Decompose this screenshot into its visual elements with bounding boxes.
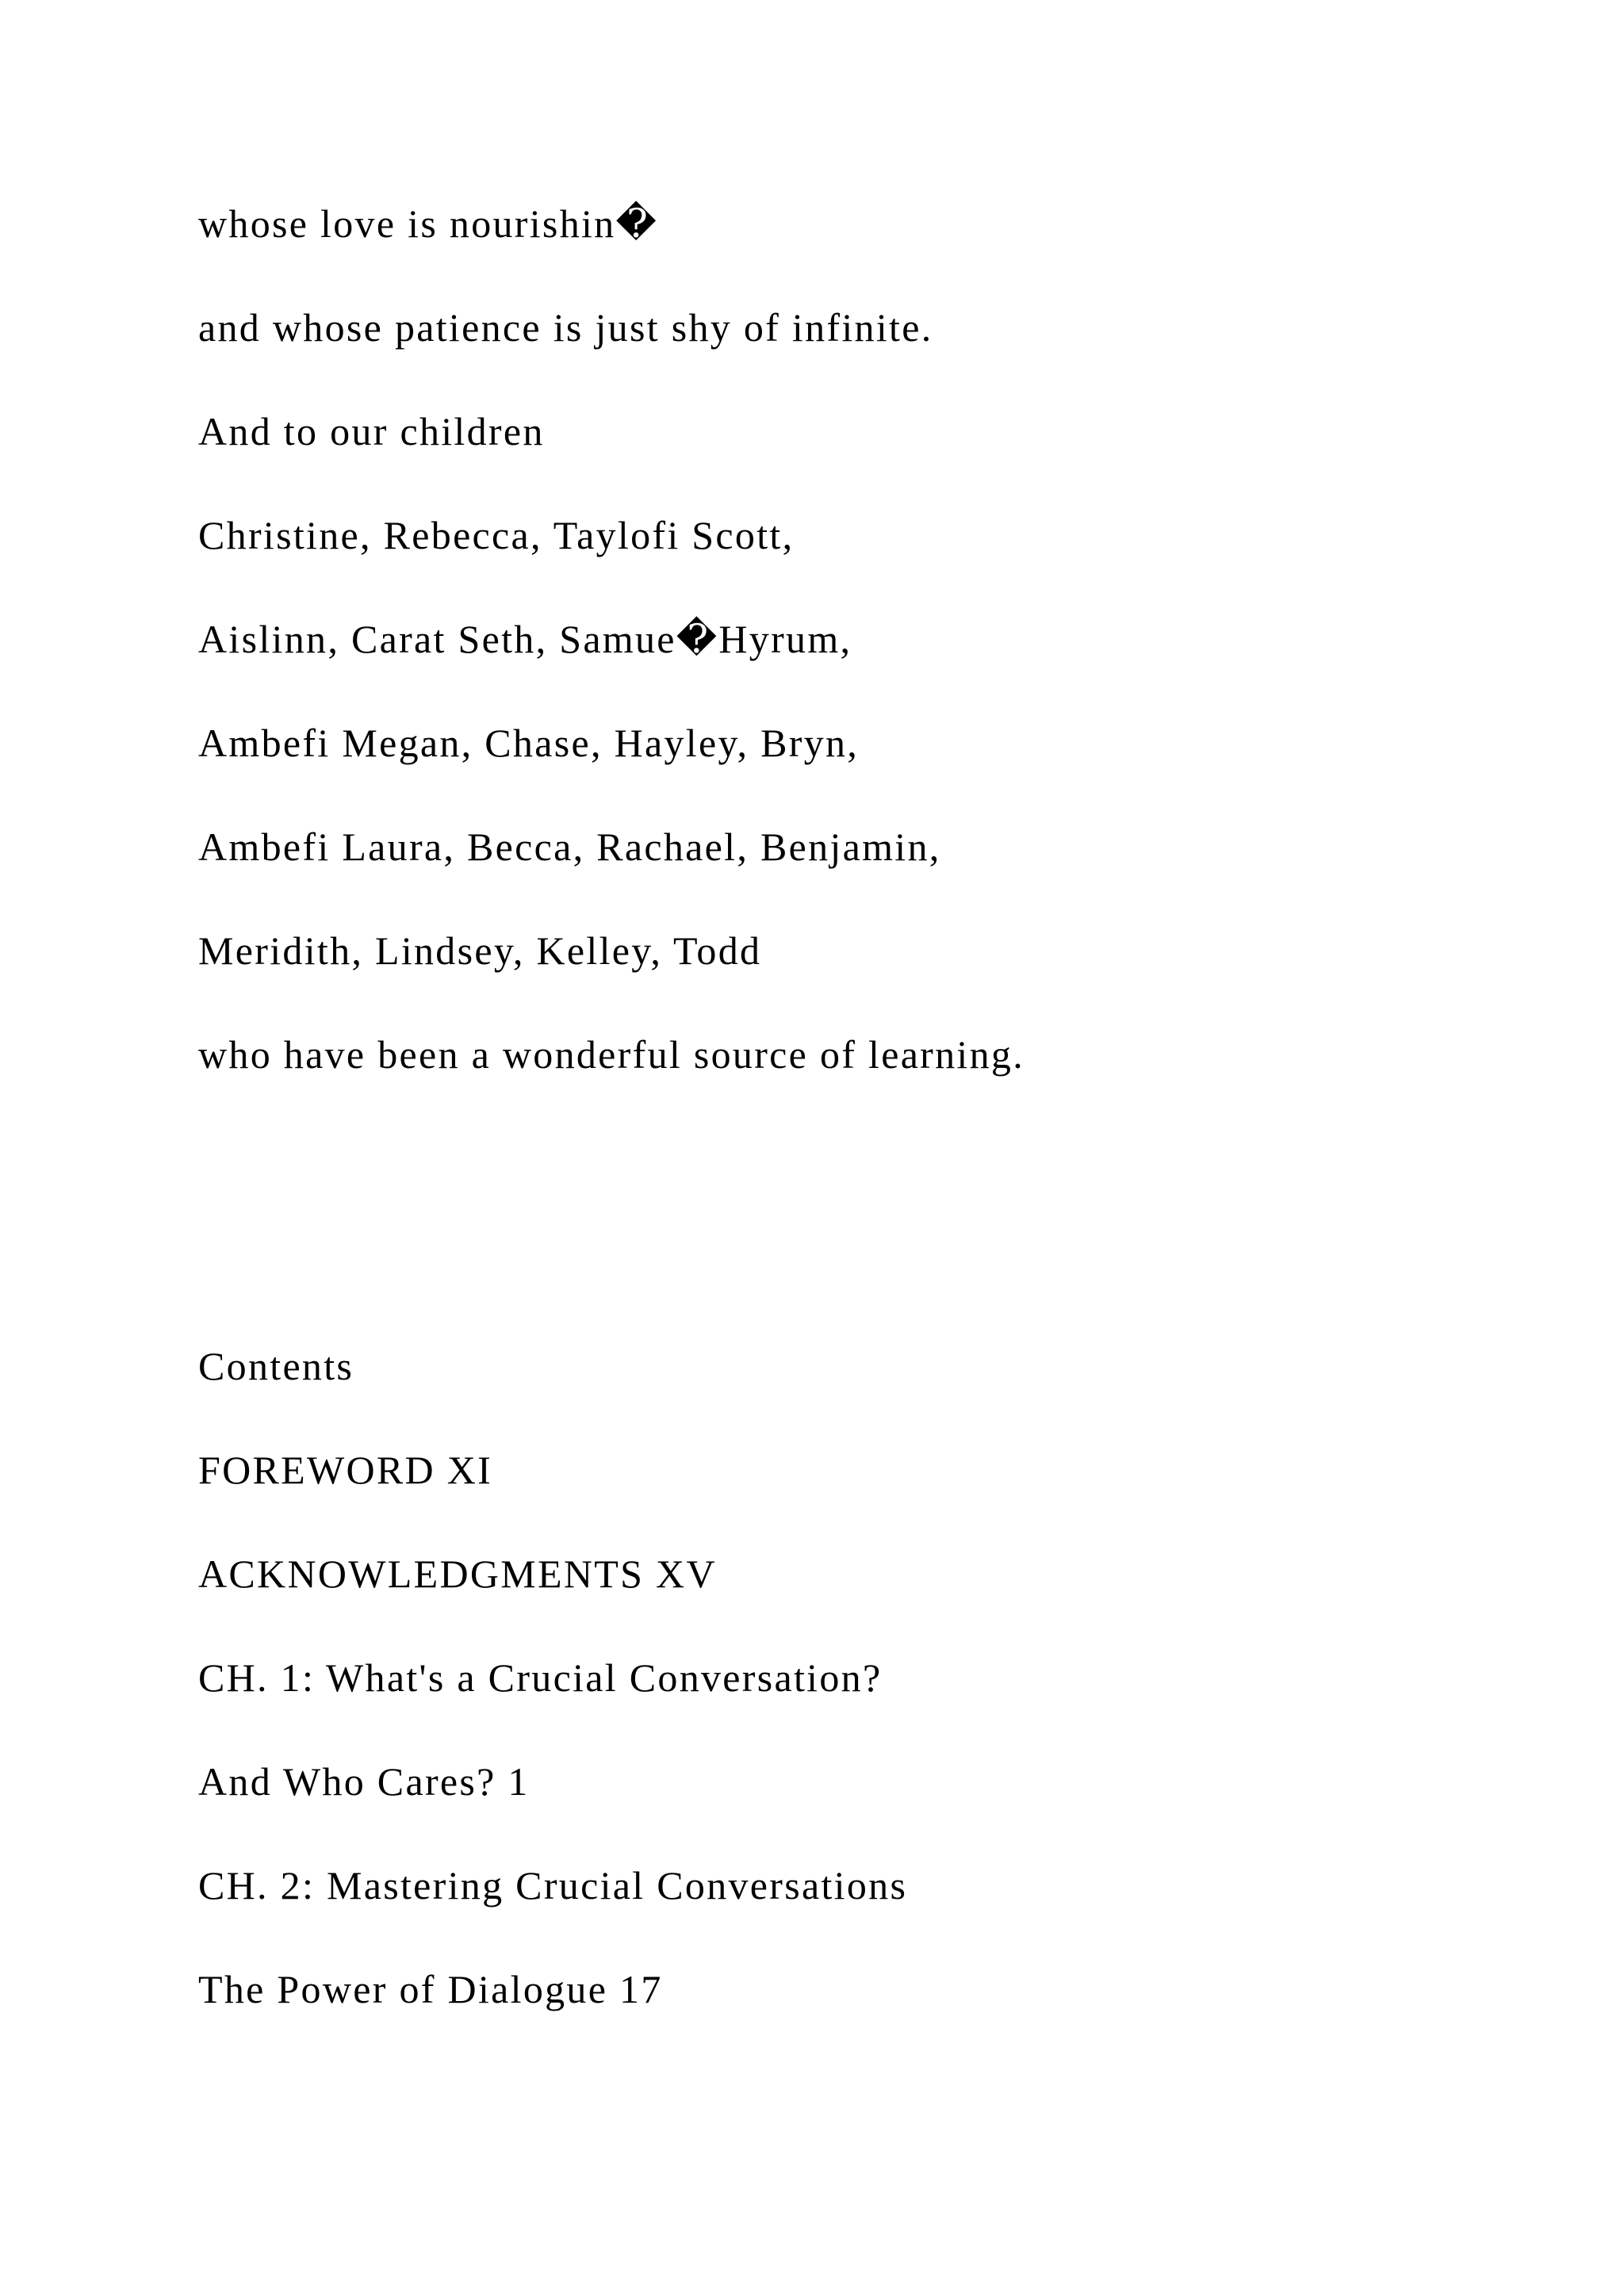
dedication-line: Ambefi Megan, Chase, Hayley, Bryn, [198, 721, 860, 765]
contents-entry: The Power of Dialogue 17 [198, 1967, 663, 2011]
dedication-line: and whose patience is just shy of infinite. [198, 305, 933, 350]
dedication-line: whose love is nourishin� [198, 201, 659, 246]
contents-entry: CH. 1: What's a Crucial Conversation? [198, 1655, 883, 1700]
contents-heading: Contents [198, 1344, 354, 1388]
dedication-line: Christine, Rebecca, Taylofi Scott, [198, 513, 795, 557]
dedication-line: And to our children [198, 409, 545, 453]
contents-entry: FOREWORD XI [198, 1448, 493, 1492]
dedication-line: Meridith, Lindsey, Kelley, Todd [198, 928, 762, 973]
dedication-line: Aislinn, Carat Seth, Samue�Hyrum, [198, 617, 852, 661]
dedication-line: who have been a wonderful source of learning. [198, 1032, 1025, 1077]
contents-entry: CH. 2: Mastering Crucial Conversations [198, 1863, 908, 1908]
contents-entry: ACKNOWLEDGMENTS XV [198, 1552, 717, 1596]
dedication-line: Ambefi Laura, Becca, Rachael, Benjamin, [198, 825, 941, 869]
contents-entry: And Who Cares? 1 [198, 1759, 530, 1804]
